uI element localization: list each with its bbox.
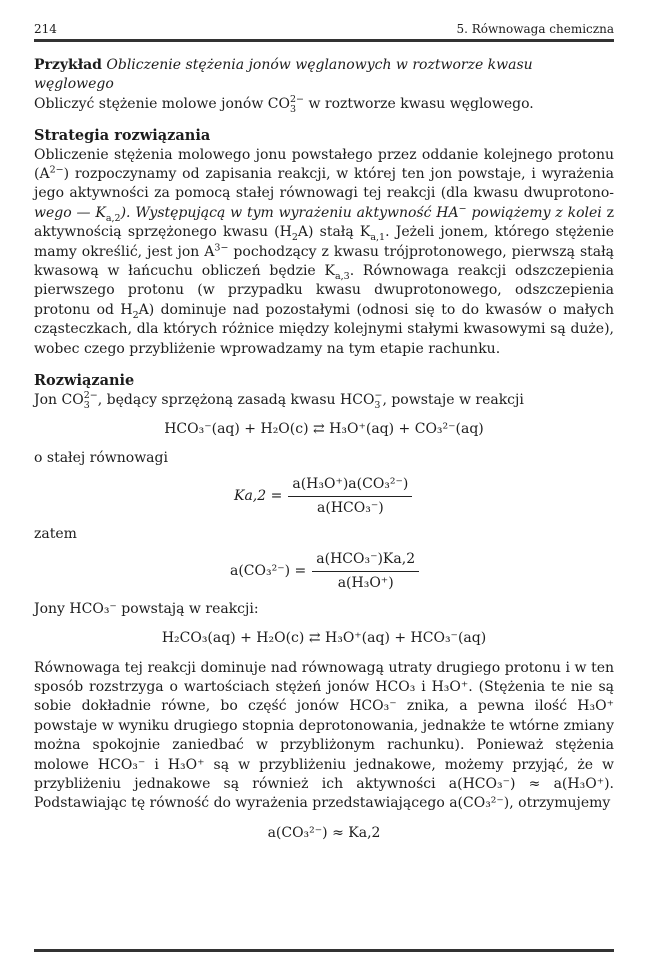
strategy-paragraph: Obliczenie stężenia molowego jonu powstałego przez oddanie kolejnego protonu $(A^{2-})$ rozpoczynamy od zapisania reakcji, w której ten jon powstaje, i wyrażenia jego aktywności za pomocą stałej równowagi tej reakcji (dla kwasu dwuprotono- wego — $K_{a,2}$). Występującą w tym wyrażeniu aktywność HA− powiążemy z kolei z aktywnością sprzężonego kwasu $(H_2A)$ stałą $K_{a,1}$. Jeżeli jonem, którego stężenie mamy określić, jest jon $A^{3-}$ pochodzący z kwasu trójprotonowego, pierwszą stałą kwasową w łańcuchu obliczeń będzie $K_{a,3}$. Równowaga reakcji odszczepienia pierwszego protonu (w przypadku kwasu dwuprotonowego, odszczepienia protonu od $H_2A$) dominuje nad pozostałymi (odnosi się to do kwasów o małych cząsteczkach, dla których różnice między kolejnymi stałymi kwasowymi są duże), wobec czego przybliżenie wprowadzamy na tym etapie rachunku. — [34, 146, 615, 357]
example-title: Obliczenie stężenia jonów węglanowych w roztworze kwasu węglowego — [34, 57, 533, 93]
ka2-equation — [234, 475, 614, 519]
page — [34, 18, 614, 853]
example-block — [34, 56, 614, 114]
constant-label: o stałej równowagi — [34, 450, 168, 467]
chapter-title: 5. Równowaga chemiczna — [456, 22, 614, 36]
running-header — [34, 18, 614, 36]
aco3-lhs: a(CO₃²⁻) = — [230, 563, 307, 580]
aco3-denominator: a(H₃O⁺) — [337, 575, 394, 592]
aco3-equation — [230, 550, 614, 594]
solution-section — [34, 371, 614, 843]
solution-heading: Rozwiązanie — [34, 372, 135, 390]
footer-rule — [34, 949, 614, 952]
zatem-label: zatem — [34, 525, 77, 542]
ka2-denominator: a(HCO₃⁻) — [317, 500, 384, 517]
solution-paragraph: Równowaga tej reakcji dominuje nad równowagą utraty drugiego protonu i w ten sposób rozstrzyga o wartościach stężeń jonów HCO₃ i H₃O⁺. (Stężenia te nie są sobie dokładnie równe, bo część jonów HCO₃⁻ znika, a pewna ilość H₃O⁺ powstaje w wyniku drugiego stopnia deprotonowania, jednakże te wtórne zmiany można spokojnie zaniedbać w przybliżonym rachunku). Ponieważ stężenia molowe HCO₃⁻ i H₃O⁺ są w przybliżeniu jednakowe, możemy przyjąć, że w przybliżeniu jednakowe są również ich aktywności a(HCO₃⁻) ≈ a(H₃O⁺). Podstawiając tę równość do wyrażenia przedstawiającego a(CO₃²⁻), otrzymujemy — [34, 659, 614, 812]
header-rule — [34, 39, 614, 42]
reaction-equation-2: H₂CO₃(aq) + H₂O(c) ⇄ H₃O⁺(aq) + HCO₃⁻(aq) — [161, 630, 487, 647]
example-heading — [34, 56, 614, 95]
example-label: Przykład — [34, 57, 102, 73]
aco3-numerator: a(HCO₃⁻)Ka,2 — [312, 550, 419, 572]
ka2-lhs: Ka,2 = — [234, 487, 283, 504]
reaction-equation-1: HCO₃⁻(aq) + H₂O(c) ⇄ H₃O⁺(aq) + CO₃²⁻(aq) — [164, 420, 484, 437]
final-result: a(CO₃²⁻) ≈ Ka,2 — [267, 824, 381, 841]
page-number: 214 — [34, 22, 57, 36]
ka2-numerator: a(H₃O⁺)a(CO₃²⁻) — [288, 475, 412, 497]
strategy-heading: Strategia rozwiązania — [34, 127, 211, 145]
ions-label: Jony HCO₃⁻ powstają w reakcji: — [34, 600, 259, 617]
example-task: Obliczyć stężenie molowe jonów $CO_3^{2-}$ w roztworze kwasu węglowego. — [34, 94, 534, 115]
strategy-section — [34, 126, 614, 359]
solution-intro: Jon $CO_3^{2-}$, będący sprzężoną zasadą kwasu $HCO_3^-$, powstaje w reakcji — [34, 389, 524, 411]
